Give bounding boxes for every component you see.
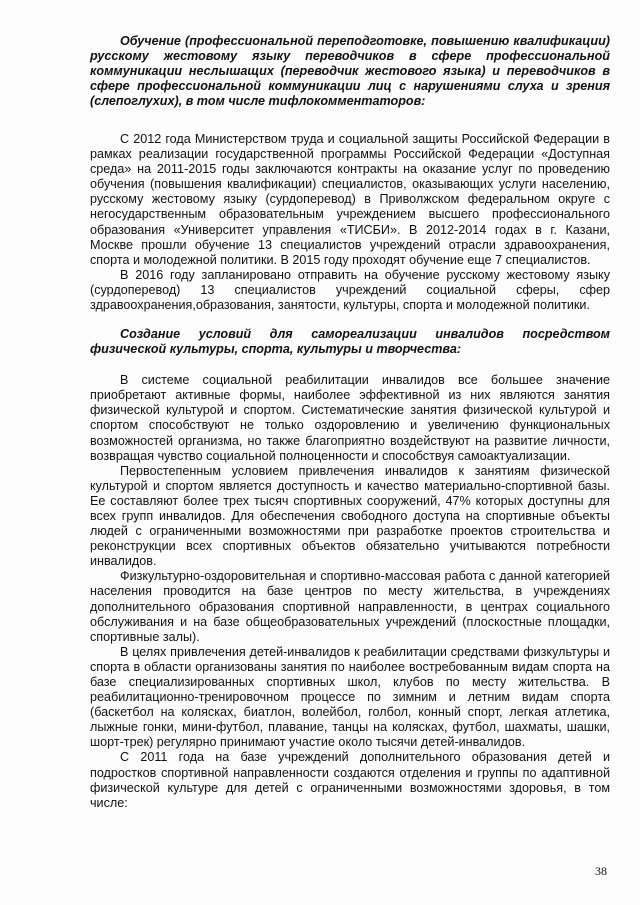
section-2-paragraph-3: Физкультурно-оздоровительная и спортивно-массовая работа с данной категорией населения проводится на базе центров по месту жительства, в учреждениях дополнительного образования спортивной направленности, в центрах социального обслуживания и на базе общеобразовательных учреждений (плоскостные площадки, спортивные залы). (90, 569, 610, 644)
section-1-heading: Обучение (профессиональной переподготовке, повышению квалификации) русскому жестовому языку переводчиков в сфере профессиональной коммуникации неслышащих (переводчик жестового языка) и переводчиков в сфере профессиональной коммуникации лиц с нарушениями слуха и зрения (слепоглухих), в том числе тифлокомментаторов: (90, 34, 610, 108)
section-2-heading: Создание условий для самореализации инвалидов посредством физической культуры, спорта, культуры и творчества: (90, 327, 610, 357)
section-2-paragraph-2: Первостепенным условием привлечения инвалидов к занятиям физической культурой и спортом является доступность и качество материально-спортивной базы. Ее составляют более трех тысяч спортивных сооружений, 47% которых доступны для всех групп инвалидов. Для обеспечения свободного доступа на спортивные объекты людей с ограниченными возможностями при разработке проектов строительства и реконструкции всех спортивных объектов обязательно учитываются потребности инвалидов. (90, 463, 610, 569)
section-2-paragraph-1: В системе социальной реабилитации инвалидов все большее значение приобретают активные формы, наиболее эффективной из них являются занятия физической культурой и спортом. Систематические занятия физической культурой и спортом способствуют не только оздоровлению и увеличению функциональных возможностей организма, но также благоприятно воздействуют на развитие личности, возвращая чувство социальной полноценности и способствуя самоактуализации. (90, 373, 610, 463)
section-2-paragraph-5: С 2011 года на базе учреждений дополнительного образования детей и подростков спортивной направленности создаются отделения и группы по адаптивной физической культуре для детей с ограниченными возможностями здоровья, в том числе: (90, 750, 610, 810)
section-1-paragraph-2: В 2016 году запланировано отправить на обучение русскому жестовому языку (сурдоперевод) 13 специалистов учреждений социальной сферы, сфер здравоохранения,образования, занятости, культуры, спорта и молодежной политики. (90, 267, 610, 313)
section-2-paragraph-4: В целях привлечения детей-инвалидов к реабилитации средствами физкультуры и спорта в области организованы занятия по наиболее востребованным видам спорта на базе специализированных спортивных школ, клубов по месту жительства. В реабилитационно-тренировочном процессе по зимним и летним видам спорта (баскетбол на колясках, биатлон, волейбол, голбол, конный спорт, легкая атлетика, лыжные гонки, мини-футбол, плавание, танцы на колясках, футбол, шахматы, шашки, шорт-трек) регулярно принимают участие около тысячи детей-инвалидов. (90, 644, 610, 750)
page-number: 38 (595, 864, 607, 878)
section-1-paragraph-1: С 2012 года Министерством труда и социальной защиты Российской Федерации в рамках реализации государственной программы Российской Федерации «Доступная среда» на 2011-2015 годы заключаются контракты на оказание услуг по проведению обучения (повышения квалификации) специалистов, оказывающих услуги населению, русскому жестовому языку (сурдоперевод) в Приволжском федеральном округе с негосударственным образовательным учреждением высшего профессионального образования «Университет управления «ТИСБИ». В 2012-2014 годах в г. Казани, Москве прошли обучение 13 специалистов учреждений отрасли здравоохранения, спорта и молодежной политики. В 2015 году проходят обучение еще 7 специалистов. (90, 132, 610, 267)
